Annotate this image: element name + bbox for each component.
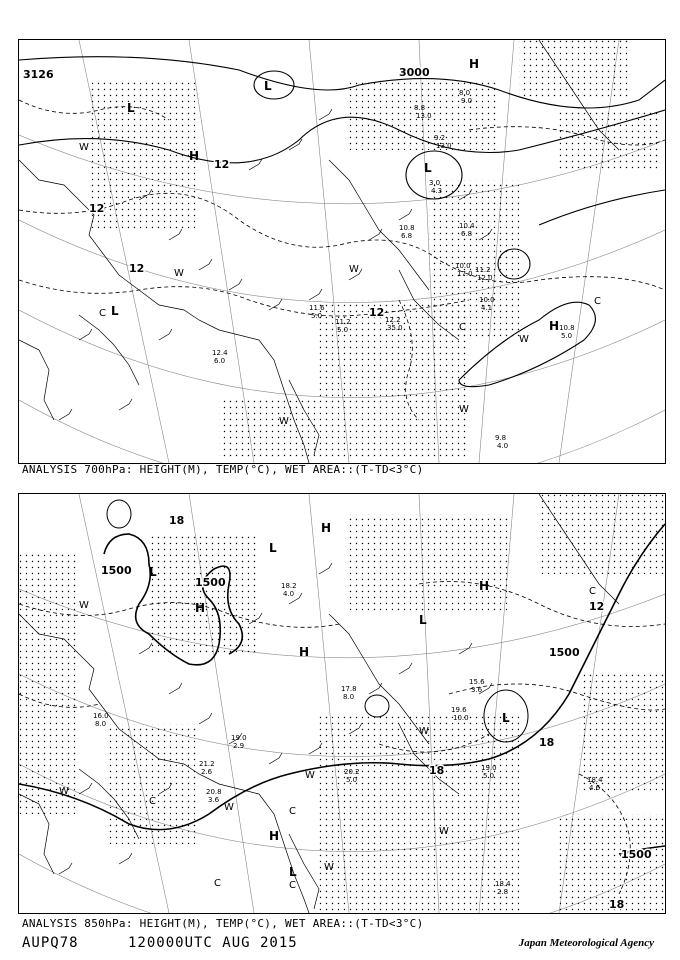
contour-label: 12 [369,306,385,319]
contour-label: 18 [169,514,185,527]
station-temp: 10.4 [459,222,475,230]
map-panel-700hpa [18,39,666,464]
contour-label: 1500 [549,646,580,659]
station-dewpoint-depression: 13.0 [436,142,452,150]
map-panel-850hpa [18,493,666,914]
contour-label: 18 [429,764,445,777]
station-temp: 15.6 [469,678,485,686]
cold-marker: C [289,880,296,891]
caption-700hpa: ANALYSIS 700hPa: HEIGHT(M), TEMP(°C), WET AREA::(T-TD<3°C) [22,463,424,476]
station-temp: 12.2 [385,316,401,324]
low-pressure-center: L [149,565,157,579]
station-temp: 16.0 [93,712,109,720]
station-dewpoint-depression: 13.0 [416,112,432,120]
station-dewpoint-depression: 5.0 [311,312,323,320]
station-dewpoint-depression: 2.9 [233,742,245,750]
low-pressure-center: L [111,304,119,318]
warm-marker: W [324,862,334,873]
station-dewpoint-depression: 5.0 [483,772,495,780]
station-dewpoint-depression: 4.0 [283,590,295,598]
station-temp: 10.8 [559,324,575,332]
high-pressure-center: H [269,829,280,843]
high-pressure-center: H [549,319,560,333]
station-dewpoint-depression: 2.6 [201,768,213,776]
station-temp: 18.4 [495,880,511,888]
station-temp: 17.8 [341,685,357,693]
station-temp: 11.2 [335,318,351,326]
contour-label: 12 [129,262,145,275]
warm-marker: W [519,334,529,345]
low-pressure-center: L [289,865,297,879]
station-temp: 8.0 [459,89,471,97]
contour-label: 12 [589,600,605,613]
station-temp: 10.0 [479,296,495,304]
station-dewpoint-depression: 17.0 [457,270,473,278]
contour-label: 1500 [195,576,226,589]
warm-marker: W [79,142,89,153]
contour-label: 3000 [399,66,430,79]
contour-label: 12 [214,158,230,171]
wet-area-stipple [19,494,665,913]
station-dewpoint-depression: 4.0 [497,442,509,450]
low-pressure-center: L [419,613,427,627]
warm-marker: W [419,726,429,737]
warm-marker: W [279,416,289,427]
station-dewpoint-depression: 10.0 [453,714,469,722]
station-temp: 11.6 [309,304,325,312]
high-pressure-center: H [195,601,206,615]
station-dewpoint-depression: 9.0 [461,97,473,105]
station-dewpoint-depression: 3.6 [471,686,483,694]
station-dewpoint-depression: 5.0 [561,332,573,340]
bulletin-code: AUPQ78 [22,935,79,951]
cold-marker: C [589,586,596,597]
low-pressure-center: L [127,101,135,115]
cold-marker: C [289,806,296,817]
warm-marker: W [305,770,315,781]
low-pressure-center: L [264,79,272,93]
contour-label: 18 [539,736,555,749]
warm-marker: W [59,786,69,797]
low-pressure-center: L [502,711,510,725]
warm-marker: W [224,802,234,813]
station-temp: 20.8 [206,788,222,796]
low-pressure-center: L [269,541,277,555]
station-temp: 3.0 [429,179,441,187]
warm-marker: W [174,268,184,279]
contour-label: 1500 [101,564,132,577]
station-dewpoint-depression: 6.0 [214,357,226,365]
station-temp: 10.8 [399,224,415,232]
station-temp: 10.0 [455,262,471,270]
station-temp: 19.0 [481,764,497,772]
station-dewpoint-depression: 8.0 [95,720,107,728]
station-dewpoint-depression: 35.0 [387,324,403,332]
station-dewpoint-depression: 6.8 [401,232,413,240]
station-dewpoint-depression: 4.1 [481,304,493,312]
warm-marker: W [459,404,469,415]
cold-marker: C [459,322,466,333]
station-dewpoint-depression: 6.8 [461,230,473,238]
station-temp: 18.4 [587,776,603,784]
valid-time: 120000UTC AUG 2015 [128,935,298,951]
low-pressure-center: L [424,161,432,175]
station-dewpoint-depression: 3.6 [208,796,220,804]
wet-area-stipple [89,40,659,460]
station-temp: 12.4 [212,349,228,357]
contour-label: 1500 [621,848,652,861]
station-temp: 9.2 [434,134,446,142]
cold-marker: C [99,308,106,319]
station-dewpoint-depression: 4.6 [589,784,601,792]
warm-marker: W [79,600,89,611]
station-temp: 21.2 [199,760,215,768]
contour-label: 18 [609,898,625,911]
cold-marker: C [214,878,221,889]
station-temp: 9.8 [495,434,507,442]
map-700-svg [19,40,665,463]
warm-marker: W [439,826,449,837]
cold-marker: C [149,796,156,807]
high-pressure-center: H [479,579,490,593]
station-temp: 11.2 [475,266,491,274]
map-850-svg [19,494,665,913]
station-temp: 19.6 [451,706,467,714]
high-pressure-center: H [299,645,310,659]
caption-850hpa: ANALYSIS 850hPa: HEIGHT(M), TEMP(°C), WET AREA::(T-TD<3°C) [22,917,424,930]
station-temp: 8.8 [414,104,426,112]
station-dewpoint-depression: 12.0 [477,274,493,282]
high-pressure-center: H [321,521,332,535]
high-pressure-center: H [469,57,480,71]
warm-marker: W [349,264,359,275]
station-dewpoint-depression: 4.3 [431,187,443,195]
station-dewpoint-depression: 2.8 [497,888,509,896]
agency-credit: Japan Meteorological Agency [518,937,654,949]
contour-label: 3126 [23,68,54,81]
station-temp: 20.2 [344,768,360,776]
station-dewpoint-depression: 5.0 [346,776,358,784]
high-pressure-center: H [189,149,200,163]
cold-marker: C [594,296,601,307]
station-temp: 19.0 [231,734,247,742]
contour-label: 12 [89,202,105,215]
station-temp: 18.2 [281,582,297,590]
station-dewpoint-depression: 8.0 [343,693,355,701]
station-dewpoint-depression: 5.0 [337,326,349,334]
